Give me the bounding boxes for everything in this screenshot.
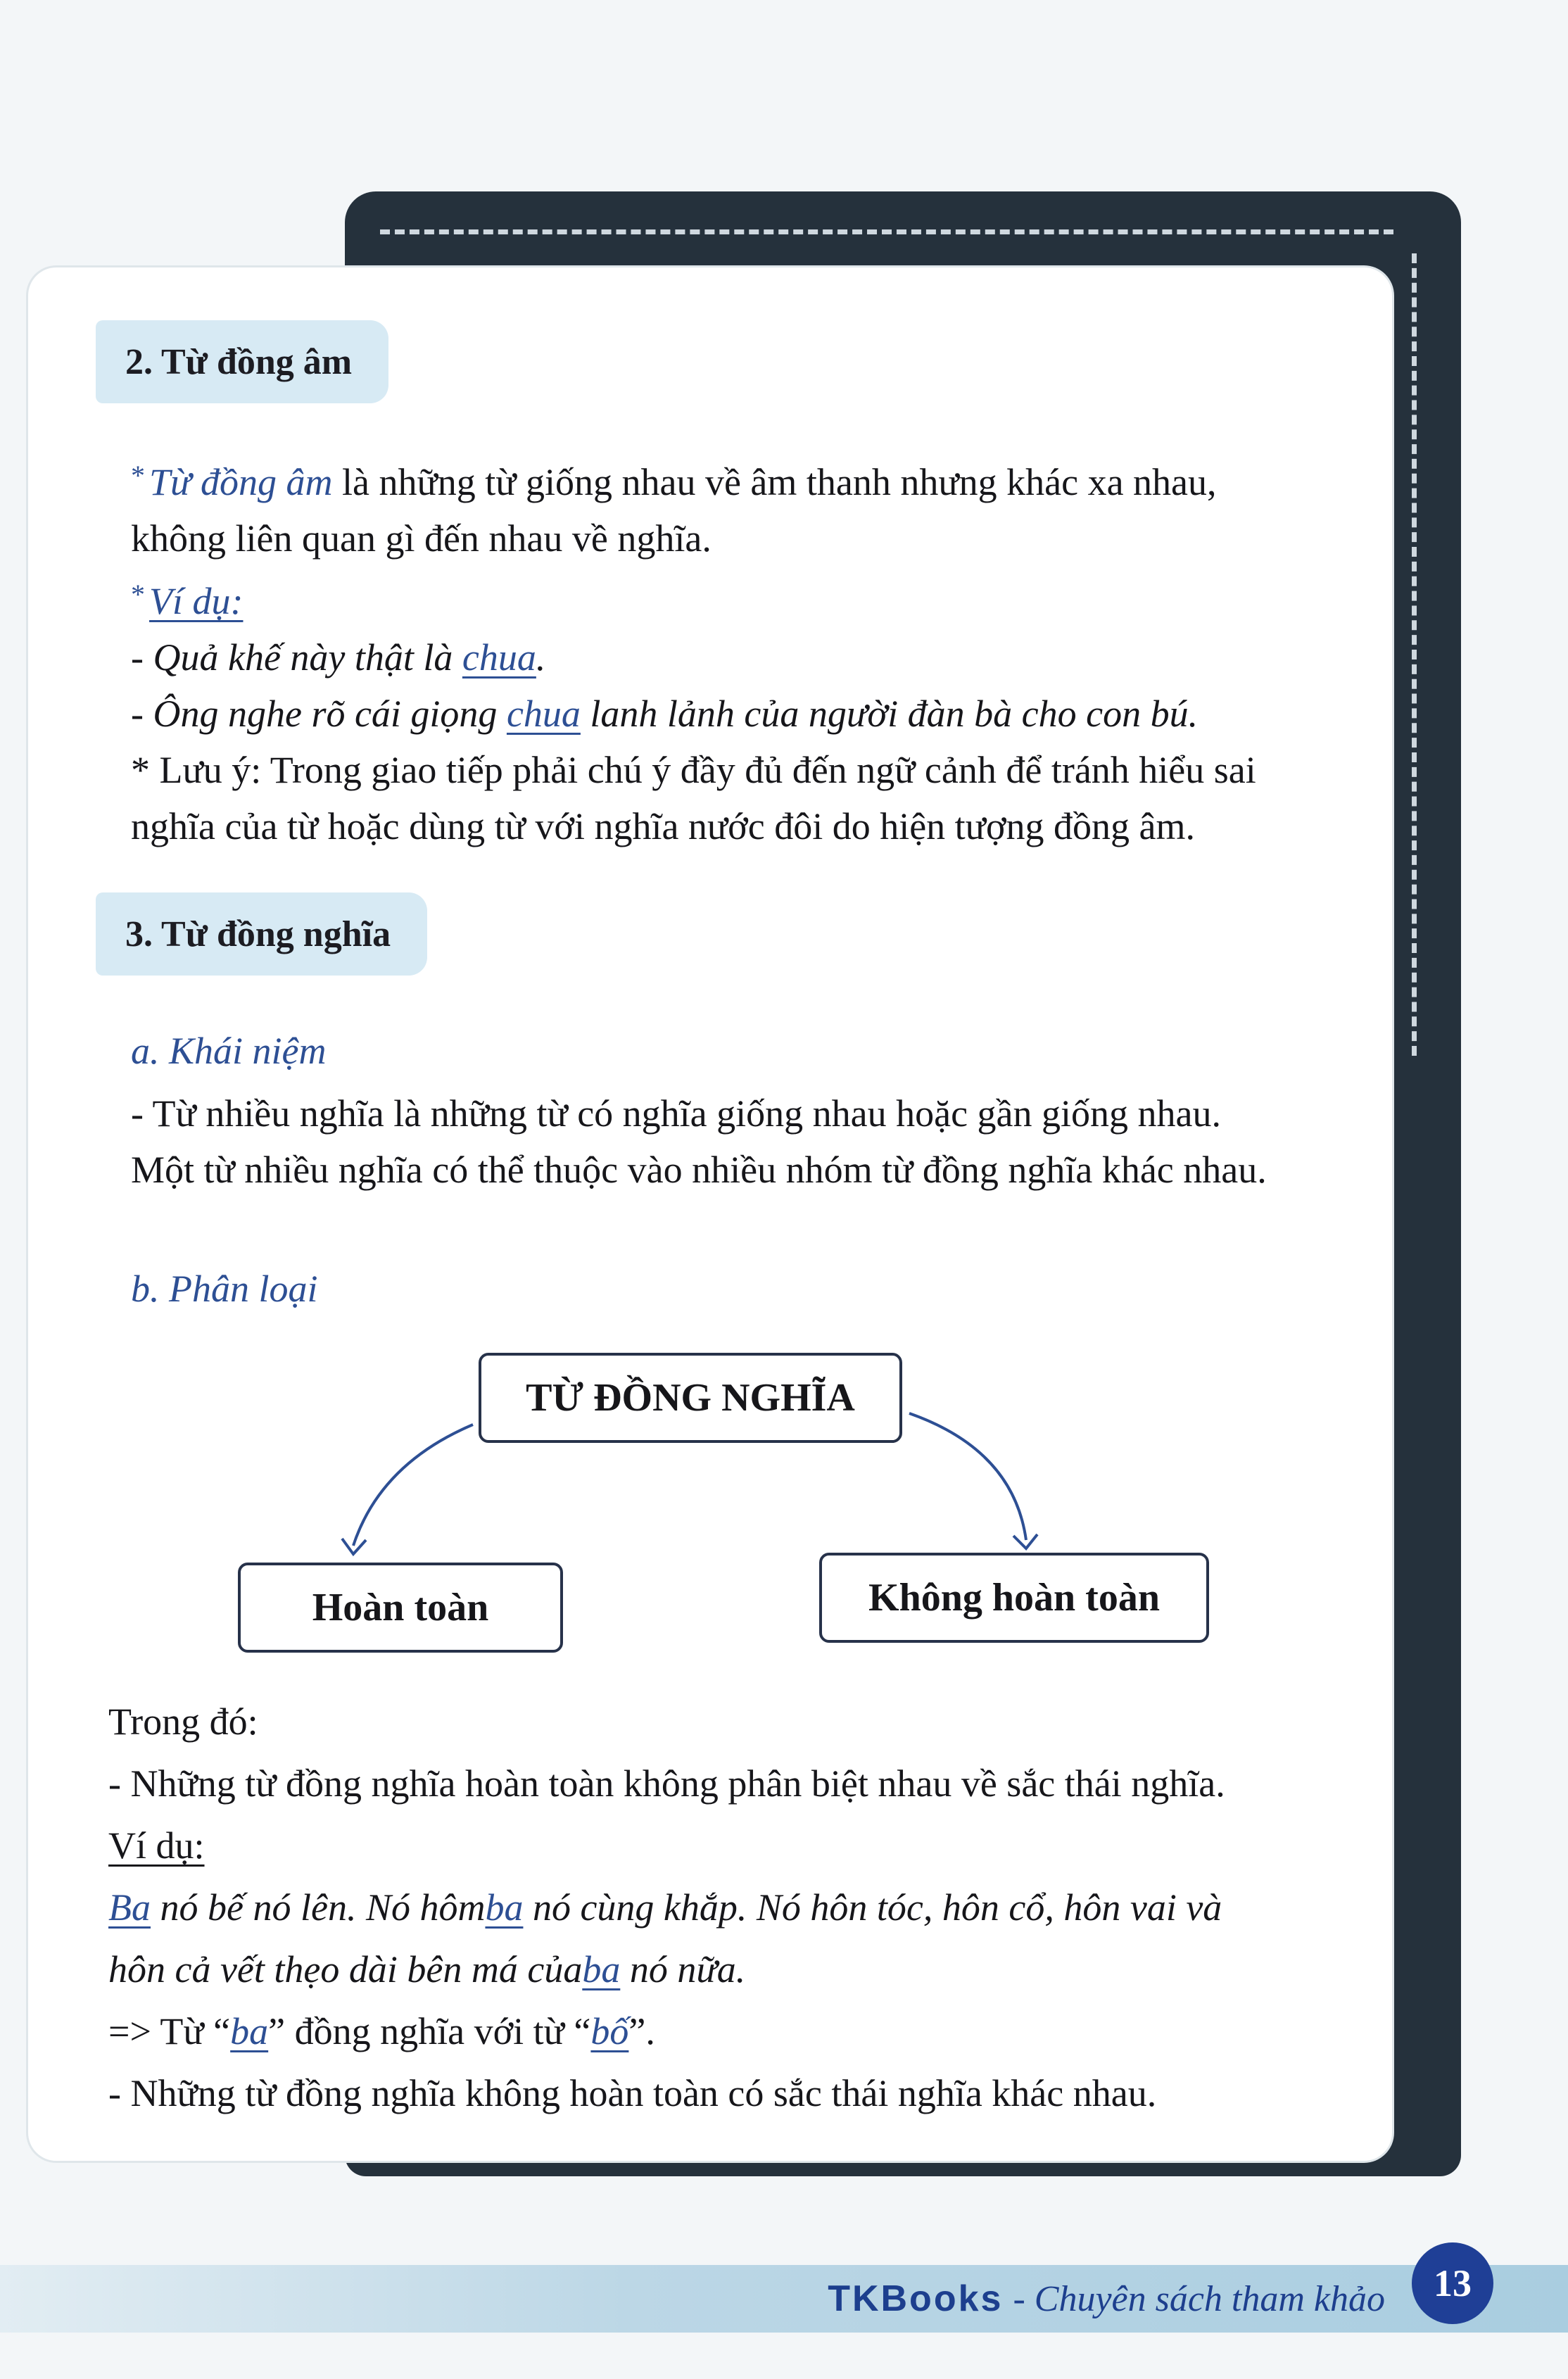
example-word-ba-3: ba bbox=[582, 1948, 621, 1990]
example-text-2: nó cùng khắp. Nó hôn tóc, hôn cổ, hôn vai và bbox=[523, 1886, 1222, 1929]
footer-branding bbox=[828, 2262, 1385, 2335]
stitch-line-top bbox=[380, 229, 1393, 234]
example-sentence-2 bbox=[108, 1938, 1361, 2000]
section-2-heading: 2. Từ đồng âm bbox=[96, 320, 388, 403]
concept-line-1: - Từ nhiều nghĩa là những từ có nghĩa giống nhau hoặc gần giống nhau. bbox=[131, 1092, 1221, 1135]
diagram-left-box: Hoàn toàn bbox=[238, 1563, 563, 1653]
diagram-root-box: TỪ ĐỒNG NGHĨA bbox=[479, 1353, 902, 1443]
note-line-1: * Lưu ý: Trong giao tiếp phải chú ý đầy đủ đến ngữ cảnh để tránh hiểu sai bbox=[131, 749, 1256, 791]
example-sentence-1 bbox=[108, 1876, 1361, 1938]
section-3-heading: 3. Từ đồng nghĩa bbox=[96, 892, 427, 976]
conclusion-text-1: => Từ “ bbox=[108, 2010, 231, 2052]
footer-tagline: - Chuyên sách tham khảo bbox=[1013, 2278, 1385, 2319]
partial-synonym-desc: - Những từ đồng nghĩa không hoàn toàn có sắc thái nghĩa khác nhau. bbox=[108, 2072, 1157, 2114]
trong-do-line: Trong đó: bbox=[108, 1700, 258, 1743]
example-word-ba-2: ba bbox=[485, 1886, 524, 1929]
definition-term: Từ đồng âm bbox=[149, 461, 333, 503]
section-2-body bbox=[131, 448, 1355, 854]
page-number: 13 bbox=[1412, 2242, 1493, 2324]
example-word-ba-1: Ba bbox=[108, 1886, 151, 1929]
concept-line-2: Một từ nhiều nghĩa có thể thuộc vào nhiều nhóm từ đồng nghĩa khác nhau. bbox=[131, 1149, 1267, 1191]
example-2-word: chua bbox=[506, 693, 581, 735]
example-2 bbox=[131, 686, 1355, 742]
stitch-line-right bbox=[1412, 253, 1417, 1056]
subheading-classification: b. Phân loại bbox=[131, 1268, 318, 1310]
example-text-1: nó bế nó lên. Nó hôm bbox=[151, 1886, 486, 1929]
example-1-prefix: - Quả khế này thật là bbox=[131, 636, 462, 679]
example-label-2 bbox=[108, 1815, 1361, 1876]
conclusion-text-3: ”. bbox=[628, 2010, 655, 2052]
definition-text-1: là những từ giống nhau về âm thanh nhưng khác xa nhau, bbox=[332, 461, 1217, 503]
example-text-4: nó nữa. bbox=[620, 1948, 746, 1990]
definition-line-2: không liên quan gì đến nhau về nghĩa. bbox=[131, 517, 712, 560]
subheading-concept: a. Khái niệm bbox=[131, 1030, 327, 1072]
bullet-star-icon: * bbox=[131, 579, 145, 610]
conclusion-line bbox=[108, 2000, 1361, 2062]
bullet-star-icon: * bbox=[131, 460, 145, 491]
example-label-line bbox=[131, 567, 1355, 629]
conclusion-word-bo: bố bbox=[590, 2010, 629, 2052]
example-1 bbox=[131, 629, 1355, 686]
example-2-prefix: - Ông nghe rõ cái giọng bbox=[131, 693, 507, 735]
example-2-suffix: lanh lảnh của người đàn bà cho con bú. bbox=[580, 693, 1199, 735]
conclusion-text-2: ” đồng nghĩa với từ “ bbox=[268, 2010, 591, 2052]
example-1-suffix: . bbox=[536, 636, 546, 679]
example-1-word: chua bbox=[462, 636, 536, 679]
classification-details bbox=[108, 1691, 1361, 2124]
definition-line-1 bbox=[131, 448, 1355, 510]
note-line-2: nghĩa của từ hoặc dùng từ với nghĩa nước đôi do hiện tượng đồng âm. bbox=[131, 805, 1195, 847]
example-label-text: Ví dụ: bbox=[108, 1824, 205, 1867]
full-synonym-desc: - Những từ đồng nghĩa hoàn toàn không phân biệt nhau về sắc thái nghĩa. bbox=[108, 1762, 1225, 1805]
concept-body bbox=[131, 1085, 1355, 1198]
conclusion-word-ba: ba bbox=[230, 2010, 269, 2052]
example-text-3: hôn cả vết thẹo dài bên má của bbox=[108, 1948, 583, 1990]
diagram-right-box: Không hoàn toàn bbox=[819, 1553, 1209, 1643]
example-label: Ví dụ: bbox=[149, 580, 244, 622]
footer-brand: TKBooks bbox=[828, 2278, 1004, 2319]
